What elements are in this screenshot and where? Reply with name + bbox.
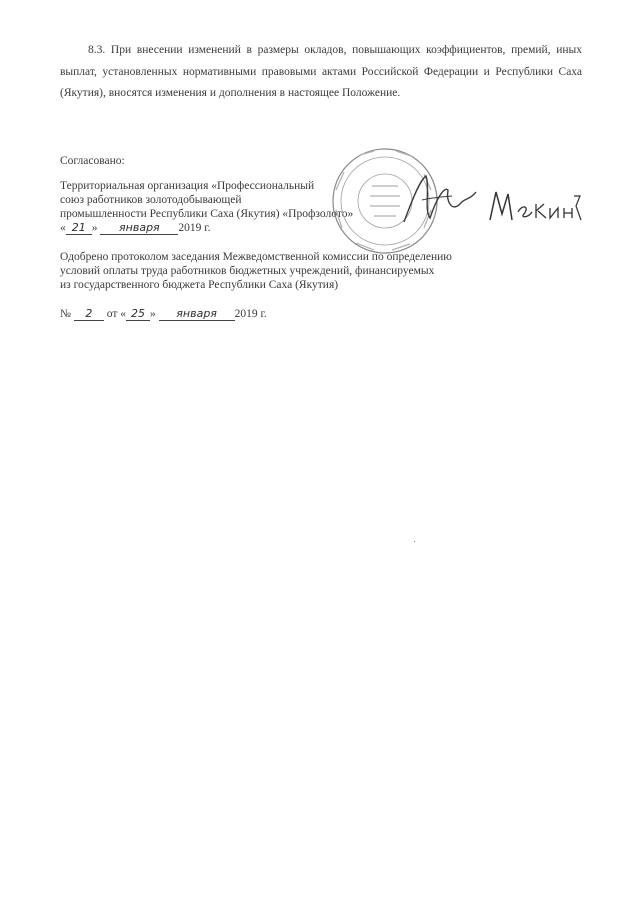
agreed-org-line-1: Территориальная организация «Профессиональный [60,180,315,192]
agreed-date-open-quote: « [60,222,66,234]
approved-line-1: Одобрено протоколом заседания Межведомственной комиссии по определению [60,251,452,263]
agreed-date-year: 2019 г. [178,222,211,234]
agreed-date [60,221,211,235]
approved-date-year: 2019 г. [234,308,267,320]
approved-line-3: из государственного бюджета Республики Саха (Якутия) [60,279,339,291]
approved-from-label: от [106,308,118,320]
agreed-org-line-2: союз работников золотодобывающей [60,194,242,206]
signature-scribble [400,170,480,240]
signature-name [484,186,584,230]
approved-number-value: 2 [74,308,104,321]
approved-number-date [60,307,267,321]
agreed-date-month: января [100,222,178,235]
scan-speck [414,541,415,542]
approved-date-day: 25 [126,308,150,321]
agreed-date-close-quote: » [91,222,98,234]
agreed-org-line-3: промышленности Республики Саха (Якутия) «Профзолото» [60,208,354,220]
approved-line-2: условий оплаты труда работников бюджетных учреждений, финансируемых [60,265,435,277]
approved-date-month: января [159,308,235,321]
clause-8-3: 8.3. При внесении изменений в размеры окладов, повышающих коэффициентов, премий, иных выплат, установленных нормативными правовыми актами Российской Федерации и Республики Саха (Якутия), вносятся изменения и дополнения в настоящее Положение. [60,44,582,99]
approved-date-close-quote: » [149,308,156,320]
approved-number-label: № [60,308,71,320]
agreed-date-day: 21 [66,222,92,235]
agreed-heading: Согласовано: [60,155,125,167]
approved-date-open-quote: « [120,308,126,320]
